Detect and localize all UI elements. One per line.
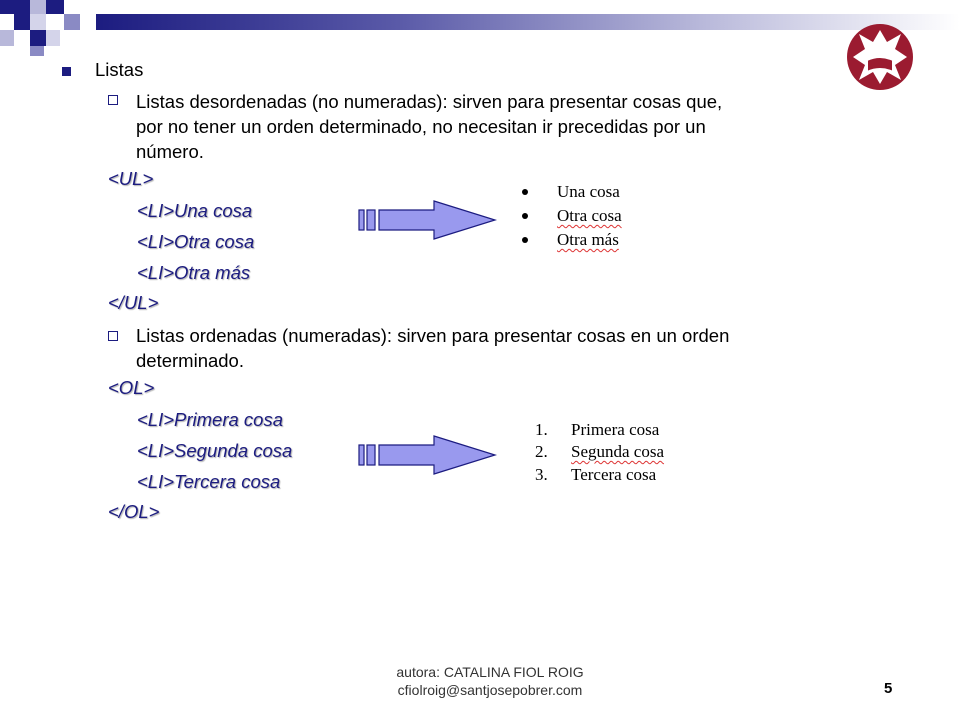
rendered-ol-item: Segunda cosa bbox=[571, 442, 665, 461]
code-line: <LI>Tercera cosa bbox=[137, 471, 281, 492]
corner-square bbox=[46, 30, 60, 46]
unordered-text-line: número. bbox=[136, 141, 204, 162]
code-line: </OL> bbox=[108, 501, 160, 522]
page-number: 5 bbox=[884, 680, 893, 697]
corner-square bbox=[30, 46, 44, 56]
footer-author: autora: CATALINA FIOL ROIG bbox=[396, 664, 584, 680]
rendered-bullet-icon bbox=[522, 237, 528, 243]
corner-square bbox=[0, 0, 30, 14]
code-line: <LI>Otra más bbox=[137, 262, 251, 283]
rendered-ul-item: Otra más bbox=[557, 230, 619, 249]
rendered-ol-number: 3. bbox=[535, 465, 548, 484]
corner-square bbox=[30, 0, 46, 14]
heading-listas: Listas bbox=[95, 59, 144, 80]
bullet-hollow-square-icon bbox=[108, 95, 118, 105]
unordered-text-line: por no tener un orden determinado, no necesitan ir precedidas por un bbox=[136, 116, 706, 137]
code-line: <LI>Una cosa bbox=[137, 200, 253, 221]
ordered-text-line: Listas ordenadas (numeradas): sirven para presentar cosas en un orden bbox=[136, 325, 730, 346]
corner-square bbox=[64, 14, 80, 30]
code-line: <OL> bbox=[108, 377, 155, 398]
corner-square bbox=[14, 14, 30, 30]
corner-square bbox=[30, 30, 46, 46]
corner-square bbox=[0, 30, 14, 46]
ordered-text-line: determinado. bbox=[136, 350, 244, 371]
code-line: <LI>Primera cosa bbox=[137, 409, 284, 430]
rendered-ol-number: 2. bbox=[535, 442, 548, 461]
corner-square bbox=[30, 14, 46, 30]
rendered-ol-item: Primera cosa bbox=[571, 420, 660, 439]
rendered-ul-item: Una cosa bbox=[557, 182, 620, 201]
rendered-bullet-icon bbox=[522, 213, 528, 219]
footer-email: cfiolroig@santjosepobrer.com bbox=[397, 682, 583, 698]
code-line: </UL> bbox=[108, 292, 159, 313]
corner-square bbox=[46, 0, 64, 14]
bullet-square-icon bbox=[62, 67, 71, 76]
rendered-ol-number: 1. bbox=[535, 420, 548, 439]
rendered-bullet-icon bbox=[522, 189, 528, 195]
school-logo bbox=[843, 20, 917, 94]
arrow-right-icon bbox=[358, 199, 498, 245]
title-bar-gradient bbox=[96, 14, 960, 30]
rendered-ol-item: Tercera cosa bbox=[571, 465, 657, 484]
code-line: <LI>Segunda cosa bbox=[137, 440, 293, 461]
unordered-text-line: Listas desordenadas (no numeradas): sirven para presentar cosas que, bbox=[136, 91, 723, 112]
code-line: <UL> bbox=[108, 168, 154, 189]
arrow-right-icon bbox=[358, 434, 498, 480]
code-line: <LI>Otra cosa bbox=[137, 231, 255, 252]
rendered-ul-item: Otra cosa bbox=[557, 206, 622, 225]
bullet-hollow-square-icon bbox=[108, 331, 118, 341]
